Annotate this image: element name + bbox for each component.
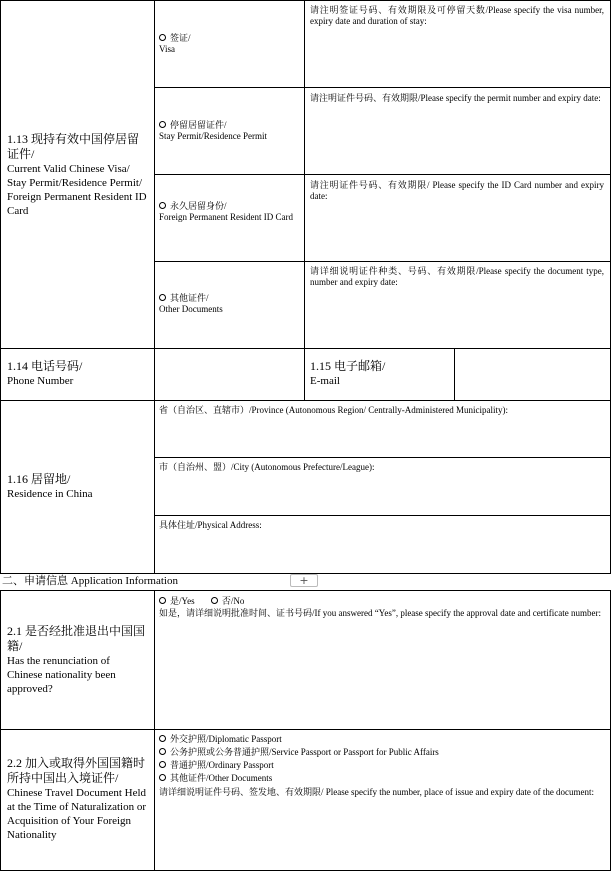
province-label: 省（自治区、直辖市）/Province (Autonomous Region/ Centrally-Administered Municipality): — [159, 405, 508, 415]
radio-icon[interactable] — [159, 294, 166, 301]
service-passport-label: 公务护照或公务普通护照/Service Passport or Passport for Public Affairs — [170, 747, 439, 757]
q1-16-label-zh: 1.16 居留地/ — [7, 472, 71, 486]
stay-permit-option-zh: 停留居留证件/ — [170, 120, 227, 130]
q1-15-label — [310, 359, 450, 388]
q2-1-label-zh: 2.1 是否经批准退出中国国籍/ — [7, 624, 146, 653]
visa-option[interactable] — [159, 33, 299, 55]
q1-16-label-en: Residence in China — [7, 488, 93, 500]
diplomatic-passport-label: 外交护照/Diplomatic Passport — [170, 734, 282, 744]
q1-14-label-en: Phone Number — [7, 375, 74, 387]
q2-2-label-en: Chinese Travel Document Held at the Time of Naturalization or Acquisition of Your Foreign Nationality — [7, 787, 147, 841]
email-field[interactable] — [454, 348, 611, 401]
diplomatic-passport-option[interactable] — [159, 733, 439, 746]
other-documents-option[interactable] — [159, 293, 299, 315]
physical-address-label: 具体住址/Physical Address: — [159, 520, 262, 530]
q1-13-label-zh: 1.13 现持有效中国停居留证件/ — [7, 132, 140, 161]
radio-icon[interactable] — [211, 597, 218, 604]
radio-icon[interactable] — [159, 761, 166, 768]
permanent-resident-option-en: Foreign Permanent Resident ID Card — [159, 212, 293, 222]
q1-13-label-en: Current Valid Chinese Visa/ Stay Permit/Residence Permit/ Foreign Permanent Resident ID Card — [7, 163, 147, 217]
permanent-resident-option-zh: 永久居留身份/ — [170, 201, 227, 211]
radio-icon[interactable] — [159, 121, 166, 128]
stay-permit-note: 请注明证件号码、有效期限/Please specify the permit number and expiry date: — [310, 93, 601, 103]
service-passport-option[interactable] — [159, 746, 439, 759]
other-documents-option-en: Other Documents — [159, 304, 223, 314]
no-option[interactable] — [211, 596, 245, 606]
other-documents-note: 请详细说明证件种类、号码、有效期限/Please specify the document type, number and expiry date: — [310, 266, 604, 287]
add-row-button[interactable]: + — [290, 574, 318, 587]
visa-option-zh: 签证/ — [170, 33, 191, 43]
q2-2-options — [159, 733, 439, 785]
q1-14-label-zh: 1.14 电话号码/ — [7, 359, 83, 373]
ordinary-passport-option[interactable] — [159, 759, 439, 772]
radio-icon[interactable] — [159, 597, 166, 604]
q1-15-label-en: E-mail — [310, 375, 340, 387]
q1-13-label — [7, 132, 147, 218]
no-option-label: 否/No — [221, 596, 245, 606]
radio-icon[interactable] — [159, 34, 166, 41]
permanent-resident-option[interactable] — [159, 201, 299, 223]
radio-icon[interactable] — [159, 774, 166, 781]
q2-1-label-en: Has the renunciation of Chinese nationality been approved? — [7, 655, 116, 695]
q1-16-label — [7, 472, 147, 501]
q2-2-label — [7, 756, 147, 842]
q2-2-note: 请详细说明证件号码、签发地、有效期限/ Please specify the number, place of issue and expiry date of the document: — [159, 787, 595, 797]
yes-option-label: 是/Yes — [170, 596, 195, 606]
q1-15-label-zh: 1.15 电子邮箱/ — [310, 359, 386, 373]
ordinary-passport-label: 普通护照/Ordinary Passport — [170, 760, 274, 770]
q2-1-note: 如是，请详细说明批准时间、证书号码/If you answered “Yes”, please specify the approval date and certificate number: — [159, 608, 601, 618]
stay-permit-option[interactable] — [159, 120, 299, 142]
city-label: 市（自治州、盟）/City (Autonomous Prefecture/League): — [159, 462, 375, 472]
radio-icon[interactable] — [159, 202, 166, 209]
section-2-title: 二、申请信息 Application Information — [2, 575, 178, 587]
radio-icon[interactable] — [159, 748, 166, 755]
q1-14-label — [7, 359, 147, 388]
visa-option-en: Visa — [159, 44, 175, 54]
other-documents-option-zh: 其他证件/ — [170, 293, 209, 303]
q2-1-options — [159, 596, 258, 607]
other-travel-documents-option[interactable] — [159, 772, 439, 785]
phone-number-field[interactable] — [154, 348, 305, 401]
yes-option[interactable] — [159, 596, 195, 606]
q2-1-label — [7, 624, 147, 696]
other-travel-documents-label: 其他证件/Other Documents — [170, 773, 273, 783]
visa-note: 请注明签证号码、有效期限及可停留天数/Please specify the visa number, expiry date and duration of stay: — [310, 5, 604, 26]
stay-permit-option-en: Stay Permit/Residence Permit — [159, 131, 267, 141]
q2-2-label-zh: 2.2 加入或取得外国国籍时所持中国出入境证件/ — [7, 756, 146, 785]
permanent-resident-note: 请注明证件号码、有效期限/ Please specify the ID Card number and expiry date: — [310, 180, 604, 201]
radio-icon[interactable] — [159, 735, 166, 742]
